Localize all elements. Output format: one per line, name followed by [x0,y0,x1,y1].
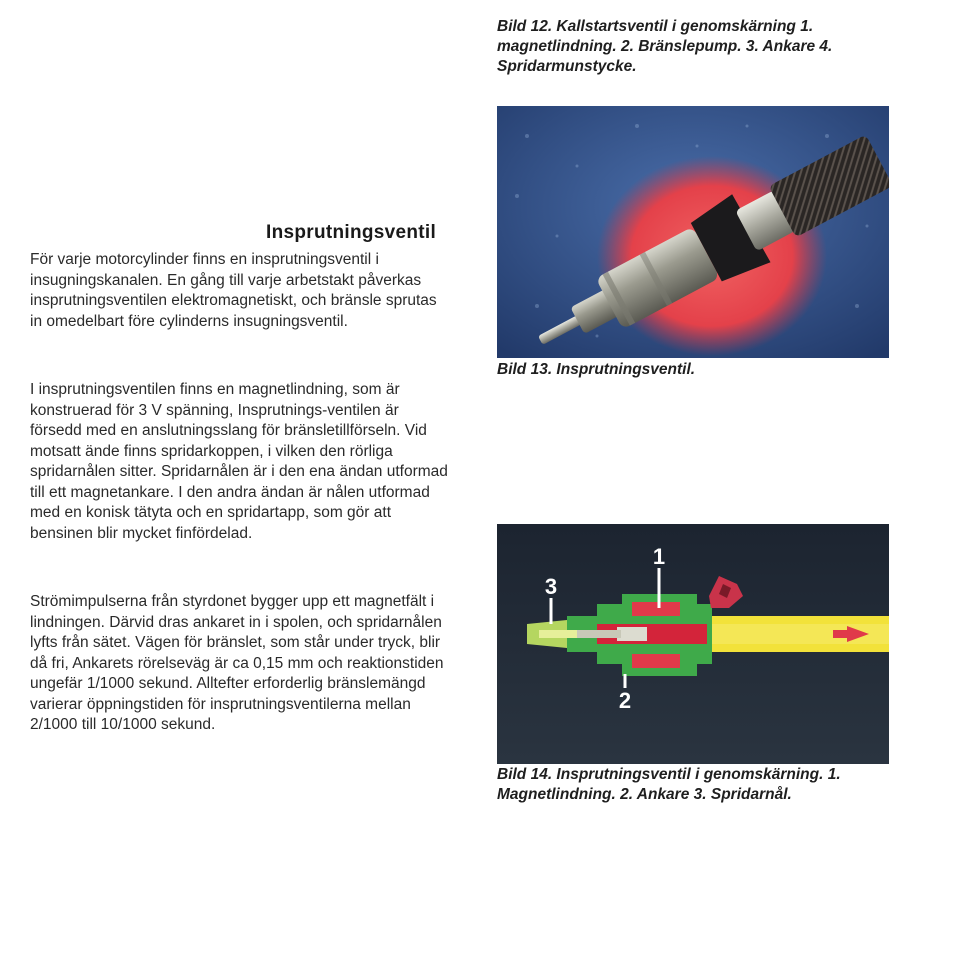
paragraph-3: Strömimpulserna från styrdonet bygger upp ett magnetfält i lindningen. Därvid dras ankaret in i spolen, och spridarnålen lyfts från sätet. Vägen för bränslet, som står under tryck, blir då fri, Ankarets rörelseväg är ca 0,15 mm och reaktionstiden ungefär 1/1000 sekund. Alltefter erforderlig bränslemängd varierar öppningstiden för insprutningsventilerna mellan 2/1000 till 10/1000 sekund. [30,593,444,733]
figure-13-caption: Bild 13. Insprutningsventil. [497,361,696,378]
section-heading: Insprutningsventil [266,222,437,243]
marker-3: 3 [544,574,558,599]
paragraph-1: För varje motorcylinder finns en insprutningsventil i insugningskanalen. En gång till varje arbetstakt påverkas insprutningsventilen elektromagnetiskt, och bränsle sprutas in omedelbart före cylinderns insugningsventil. [30,251,437,330]
marker-1: 1 [652,544,666,569]
figure-13-photo [497,106,889,358]
figure-14-cross-section [497,524,889,764]
injector-photo [497,106,889,358]
figure-14-caption: Bild 14. Insprutningsventil i genomskärning. 1. Magnetlindning. 2. Ankare 3. Spridarnål. [497,766,841,803]
marker-2: 2 [618,688,632,713]
figure-12-caption: Bild 12. Kallstartsventil i genomskärning 1. magnetlindning. 2. Bränslepump. 3. Ankare 4. Spridarmunstycke. [497,18,833,75]
cross-section-drawing [497,524,889,764]
paragraph-2: I insprutningsventilen finns en magnetlindning, som är konstruerad för 3 V spänning, Insprutnings-ventilen är försedd med en anslutningsslang för bränsletillförseln. Vid motsatt ände finns spridarkoppen, i vilken den rörliga spridarnålen sitter. Spridarnålen är i den ena ändan utformad till ett magnetankare. I den andra ändan är nålen utformad med en konisk tätyta och en spridartapp, som gör att bensinen blir mycket finfördelad. [30,381,448,542]
